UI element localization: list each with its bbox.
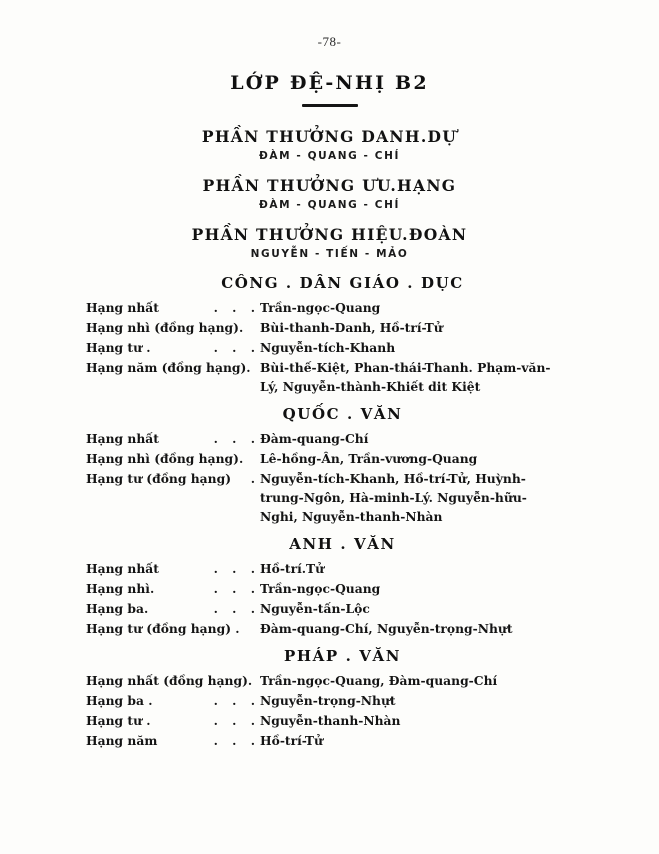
rank-label (86, 671, 260, 690)
rank-label-text: Hạng nhì. (86, 581, 155, 596)
page-number: -78- (317, 34, 342, 49)
subject-block (0, 535, 659, 638)
rank-row (86, 449, 659, 468)
student-names: Trần-ngọc-Quang (260, 300, 381, 315)
rank-label-text: Hạng tư . (86, 340, 151, 355)
rank-label (86, 358, 260, 377)
title-divider (302, 104, 358, 107)
dot-leader: . . . (213, 713, 260, 728)
subject-title: ANH . VĂN (289, 535, 396, 553)
dot-leader: . . . (213, 733, 260, 748)
rank-row (86, 579, 659, 598)
rank-row (86, 429, 659, 448)
award-recipient: ĐÀM - QUANG - CHÍ (259, 150, 400, 162)
dot-leader: . . . (213, 693, 260, 708)
student-names: Bùi-thế-Kiệt, Phan-thái-Thanh. Phạm-văn-Lý, Nguyễn-thành-Khiết dit Kiệt (260, 360, 551, 394)
subject-block (0, 274, 659, 396)
dot-leader: . . . (213, 561, 260, 576)
rank-row (86, 671, 659, 690)
award-title: PHẦN THƯỞNG ƯU.HẠNG (202, 176, 457, 195)
rank-label (86, 449, 260, 468)
rank-label-text: Hạng nhì (đồng hạng). (86, 451, 244, 466)
rank-list (0, 671, 659, 750)
subject-title: QUỐC . VĂN (282, 405, 403, 423)
student-names: Lê-hồng-Ân, Trần-vương-Quang (260, 451, 478, 466)
rank-label-text: Hạng tư (đồng hạng) . (86, 621, 240, 636)
rank-label (86, 429, 260, 448)
rank-label (86, 711, 260, 730)
award-recipient: NGUYỄN - TIẾN - MẢO (250, 248, 409, 260)
rank-label (86, 298, 260, 317)
award-title: PHẦN THƯỞNG DANH.DỰ (201, 127, 458, 146)
rank-label-text: Hạng nhất (86, 431, 159, 446)
rank-label-text: Hạng nhất (đồng hạng). (86, 673, 253, 688)
rank-list (0, 559, 659, 638)
rank-row (86, 469, 659, 526)
dot-leader: . . . (213, 601, 260, 616)
rank-label-text: Hạng ba . (86, 693, 153, 708)
dot-leader: . . . (213, 581, 260, 596)
rank-label (86, 691, 260, 710)
subjects-section (0, 274, 659, 750)
rank-row (86, 318, 659, 337)
rank-list (0, 298, 659, 396)
rank-label (86, 469, 260, 488)
rank-row (86, 338, 659, 357)
rank-label-text: Hạng ba. (86, 601, 149, 616)
rank-row (86, 691, 659, 710)
rank-label (86, 731, 260, 750)
student-names: Nguyễn-trọng-Nhựt (260, 693, 396, 708)
rank-label (86, 579, 260, 598)
award-block (0, 225, 659, 260)
rank-row (86, 731, 659, 750)
subject-block (0, 405, 659, 526)
award-block (0, 176, 659, 211)
student-names: Hồ-trí-Tử (260, 733, 323, 748)
rank-label-text: Hạng năm (86, 733, 158, 748)
rank-label (86, 619, 260, 638)
student-names: Đàm-quang-Chí (260, 431, 369, 446)
rank-label (86, 318, 260, 337)
awards-section (0, 127, 659, 260)
rank-label-text: Hạng tư (đồng hạng) (86, 471, 232, 486)
student-names: Nguyễn-tấn-Lộc (260, 601, 370, 616)
rank-label-text: Hạng nhất (86, 300, 159, 315)
rank-label-text: Hạng tư . (86, 713, 151, 728)
rank-row (86, 599, 659, 618)
dot-leader: . (250, 471, 260, 486)
award-title: PHẦN THƯỞNG HIỆU.ĐOÀN (191, 225, 468, 244)
rank-row (86, 298, 659, 317)
student-names: Nguyễn-thanh-Nhàn (260, 713, 401, 728)
rank-label (86, 559, 260, 578)
student-names: Trần-ngọc-Quang, Đàm-quang-Chí (260, 673, 498, 688)
rank-label (86, 338, 260, 357)
subject-title: CÔNG . DÂN GIÁO . DỤC (221, 274, 464, 292)
student-names: Nguyễn-tích-Khanh (260, 340, 396, 355)
rank-row (86, 559, 659, 578)
student-names: Bùi-thanh-Danh, Hồ-trí-Tử (260, 320, 443, 335)
student-names: Trần-ngọc-Quang (260, 581, 381, 596)
rank-row (86, 711, 659, 730)
dot-leader: . . . (213, 300, 260, 315)
dot-leader: . . . (213, 340, 260, 355)
student-names: Đàm-quang-Chí, Nguyễn-trọng-Nhựt (260, 621, 513, 636)
award-block (0, 127, 659, 162)
rank-label-text: Hạng năm (đồng hạng). (86, 360, 251, 375)
award-recipient: ĐÀM - QUANG - CHÍ (259, 199, 400, 211)
student-names: Nguyễn-tích-Khanh, Hồ-trí-Tử, Huỳnh-trung-Ngôn, Hà-minh-Lý. Nguyễn-hữu-Nghi, Nguyễn-thanh-Nhàn (260, 471, 527, 524)
rank-label-text: Hạng nhất (86, 561, 159, 576)
rank-row (86, 358, 659, 396)
subject-title: PHÁP . VĂN (283, 647, 402, 665)
rank-list (0, 429, 659, 526)
rank-label (86, 599, 260, 618)
page-title: LỚP ĐỆ-NHỊ B2 (230, 72, 429, 94)
student-names: Hồ-trí.Tử (260, 561, 325, 576)
rank-label-text: Hạng nhì (đồng hạng). (86, 320, 244, 335)
subject-block (0, 647, 659, 750)
dot-leader: . . . (213, 431, 260, 446)
rank-row (86, 619, 659, 638)
